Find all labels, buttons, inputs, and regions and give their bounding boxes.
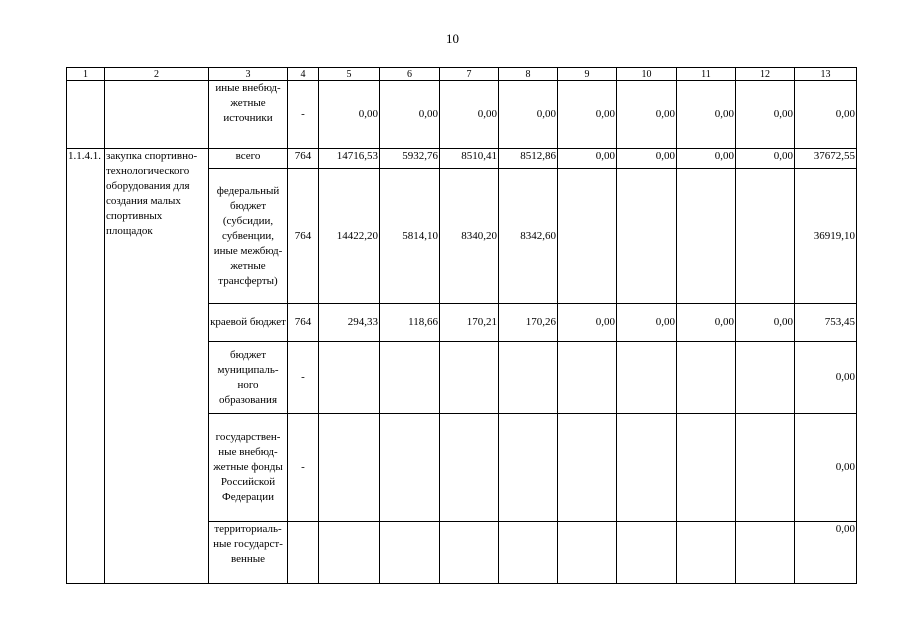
value-cell [440,342,499,414]
column-header: 9 [558,68,617,81]
page-number: 10 [446,31,459,46]
value-cell: 294,33 [319,304,380,342]
kbk-cell: 764 [288,149,319,169]
value-cell: 0,00 [736,81,795,149]
value-cell [558,342,617,414]
kbk-cell [288,522,319,584]
value-cell: 0,00 [558,304,617,342]
value-cell [319,342,380,414]
column-header: 8 [499,68,558,81]
funding-source-cell: бюджет муниципаль-ного образования [209,342,288,414]
value-cell: 753,45 [795,304,857,342]
value-cell: 8512,86 [499,149,558,169]
value-cell [617,169,677,304]
value-cell: 0,00 [736,149,795,169]
funding-source-cell: всего [209,149,288,169]
value-cell [617,414,677,522]
value-cell: 0,00 [736,304,795,342]
value-cell: 8342,60 [499,169,558,304]
kbk-cell: 764 [288,304,319,342]
value-cell [736,414,795,522]
value-cell: 0,00 [795,522,857,584]
code-cell [67,81,105,149]
value-cell: 0,00 [558,81,617,149]
kbk-cell: - [288,342,319,414]
column-header: 5 [319,68,380,81]
value-cell: 0,00 [499,81,558,149]
value-cell [319,414,380,522]
column-header: 3 [209,68,288,81]
value-cell: 118,66 [380,304,440,342]
value-cell: 8340,20 [440,169,499,304]
value-cell [558,522,617,584]
value-cell: 170,26 [499,304,558,342]
funding-source-cell: краевой бюджет [209,304,288,342]
value-cell [677,522,736,584]
value-cell [677,169,736,304]
value-cell [319,522,380,584]
value-cell [558,414,617,522]
value-cell: 0,00 [617,304,677,342]
column-header: 12 [736,68,795,81]
value-cell: 0,00 [440,81,499,149]
kbk-cell: 764 [288,169,319,304]
name-cell [105,81,209,149]
value-cell [736,522,795,584]
value-cell: 36919,10 [795,169,857,304]
funding-source-cell: иные внебюд-жетные источники [209,81,288,149]
value-cell: 0,00 [380,81,440,149]
column-header: 2 [105,68,209,81]
value-cell [380,414,440,522]
value-cell: 0,00 [677,81,736,149]
value-cell [736,169,795,304]
value-cell: 0,00 [319,81,380,149]
column-number-row [67,68,857,81]
value-cell [499,522,558,584]
value-cell [677,414,736,522]
value-cell [380,342,440,414]
column-header: 6 [380,68,440,81]
value-cell [440,522,499,584]
value-cell [380,522,440,584]
kbk-cell: - [288,414,319,522]
value-cell [558,169,617,304]
value-cell: 37672,55 [795,149,857,169]
value-cell: 0,00 [795,342,857,414]
column-header: 13 [795,68,857,81]
item-code: 1.1.4.1. [67,149,105,584]
value-cell [617,522,677,584]
value-cell: 14716,53 [319,149,380,169]
value-cell: 5814,10 [380,169,440,304]
value-cell: 0,00 [677,149,736,169]
value-cell [617,342,677,414]
value-cell: 170,21 [440,304,499,342]
value-cell [736,342,795,414]
value-cell: 0,00 [795,81,857,149]
value-cell [499,414,558,522]
column-header: 1 [67,68,105,81]
kbk-cell: - [288,81,319,149]
funding-source-cell: территориаль-ные государст-венные [209,522,288,584]
funding-source-cell: государствен-ные внебюд-жетные фонды Российской Федерации [209,414,288,522]
column-header: 11 [677,68,736,81]
item-name: закупка спортивно-технологического оборудования для создания малых спортивных площадок [105,149,209,584]
funding-source-cell: федеральный бюджет (субсидии, субвенции, иные межбюд-жетные трансферты) [209,169,288,304]
value-cell [440,414,499,522]
column-header: 4 [288,68,319,81]
value-cell: 0,00 [558,149,617,169]
table-row [67,149,857,169]
table-row [67,81,857,149]
value-cell: 0,00 [795,414,857,522]
value-cell: 0,00 [677,304,736,342]
value-cell [677,342,736,414]
column-header: 7 [440,68,499,81]
column-header: 10 [617,68,677,81]
value-cell: 5932,76 [380,149,440,169]
value-cell [499,342,558,414]
value-cell: 0,00 [617,81,677,149]
budget-table [66,67,857,584]
value-cell: 0,00 [617,149,677,169]
value-cell: 14422,20 [319,169,380,304]
value-cell: 8510,41 [440,149,499,169]
